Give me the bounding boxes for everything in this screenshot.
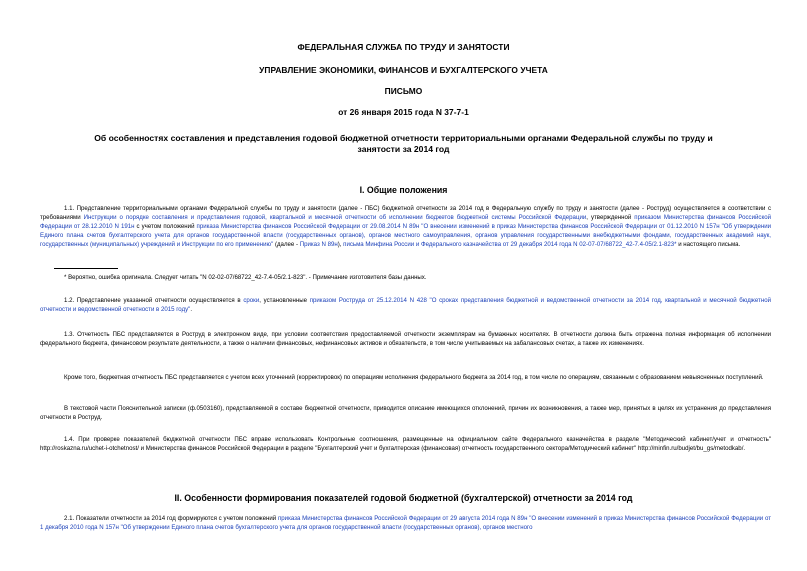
paragraph-1-3-continued: Кроме того, бюджетная отчетность ПБС представляется с учетом всех уточнений (корректировок) по операциям исполнения федерального бюджета за 2014 год, в том числе по операциям, связанным с образованием невыясненных поступлений. bbox=[64, 374, 764, 381]
order-89n-full-link[interactable]: приказа Министерства финансов Российской Федерации от 29.08.2014 N 89н "О внесении изменений в приказ Министерства финансов Российской Федерации от 01.12.2010 N 157н "Об утверждении Единого плана счетов бухгалтерского учета для органов государственной власти (государственных органов), органов местного самоуправления, органов управления государственными внебюджетными фондами, государственных академий наук, государственных (муниципальных) учреждений и Инструкции по его применению" bbox=[40, 223, 771, 248]
paragraph-1-1-text-3: с учетом положений bbox=[134, 223, 197, 230]
department-name: УПРАВЛЕНИЕ ЭКОНОМИКИ, ФИНАНСОВ И БУХГАЛТЕРСКОГО УЧЕТА bbox=[259, 65, 548, 75]
order-89n-short-link[interactable]: Приказ N 89н bbox=[299, 241, 338, 248]
footnote: * Вероятно, ошибка оригинала. Следует читать "N 02-02-07/68722_42-7.4-05/2.1-823". - Примечание изготовителя базы данных. bbox=[64, 274, 427, 281]
paragraph-1-2-text-1: 1.2. Представление указанной отчетности осуществляется в bbox=[64, 297, 244, 304]
order-89n-section-2-link[interactable]: приказа Министерства финансов Российской Федерации от 29 августа 2014 года N 89н "О внесении изменений в приказ Министерства финансов Российской Федерации от 1 декабря 2010 года N 157н "Об утверждении Единого плана счетов бухгалтерского учета для органов государственной власти (государственных органов), органов местного bbox=[40, 515, 772, 531]
footnote-divider bbox=[54, 268, 118, 269]
paragraph-1-1-text-4: (далее - bbox=[273, 241, 300, 248]
paragraph-1-1-text-2: , утвержденной bbox=[586, 214, 635, 221]
paragraph-1-1 bbox=[40, 204, 771, 249]
minfin-letter-link[interactable]: письма Минфина России и Федерального казначейства от 29 декабря 2014 года N 02-07-07/68722_42-7.4-05/2.1-823* bbox=[343, 241, 677, 248]
section-2-heading: II. Особенности формирования показателей годовой бюджетной (бухгалтерской) отчетности за 2014 год bbox=[174, 493, 633, 503]
paragraph-1-2 bbox=[40, 296, 771, 314]
deadlines-link[interactable]: сроки bbox=[243, 297, 260, 304]
section-1-heading: I. Общие положения bbox=[359, 185, 448, 195]
document-type: ПИСЬМО bbox=[384, 86, 423, 96]
paragraph-2-1 bbox=[40, 514, 771, 532]
paragraph-1-4: 1.4. При проверке показателей бюджетной отчетности ПБС вправе использовать Контрольные соотношения, размещенные на официальном сайте Федерального казначейства в разделе "Методический кабинет/учет и отчетность" http://roskazna.ru/uchet-i-otchetnost/ и Министерства финансов Российской Федерации в разделе "Бухгалтерский учет и бухгалтерская (финансовая) отчетность государственного сектора/Методический кабинет" http://minfin.ru/budjet/bu_gs/metodkab/. bbox=[40, 436, 771, 452]
agency-name: ФЕДЕРАЛЬНАЯ СЛУЖБА ПО ТРУДУ И ЗАНЯТОСТИ bbox=[297, 42, 510, 52]
paragraph-1-2-text-3: . bbox=[190, 306, 193, 313]
paragraph-2-1-text-1: 2.1. Показатели отчетности за 2014 год формируются с учетом положений bbox=[64, 515, 278, 522]
paragraph-1-1-text-6: и настоящего письма. bbox=[676, 241, 741, 248]
instruction-link[interactable]: Инструкции о порядке составления и представления годовой, квартальной и месячной отчетности об исполнении бюджетов бюджетной системы Российской Федерации bbox=[83, 214, 587, 221]
document-date: от 26 января 2015 года N 37-7-1 bbox=[338, 107, 469, 117]
rostrud-order-428-link[interactable]: приказом Роструда от 25.12.2014 N 428 "О сроках представления бюджетной и ведомственной отчетности за 2014 год, квартальной и месячной бюджетной отчетности и ведомственной отчетности в 2015 году" bbox=[40, 297, 771, 313]
paragraph-1-2-text-2: , установленные bbox=[259, 297, 310, 304]
document-title: Об особенностях составления и представления годовой бюджетной отчетности территориальными органами Федеральной службы по труду и занятости за 2014 год bbox=[94, 133, 713, 154]
paragraph-1-3-explanatory-note: В текстовой части Пояснительной записки (ф.0503160), представляемой в составе бюджетной отчетности, приводится описание имеющихся отклонений, причин их возникновения, а также мер, принятых в целях их устранения до представления отчетности в Роструд. bbox=[40, 405, 771, 421]
paragraph-1-3: 1.3. Отчетность ПБС представляется в Роструд в электронном виде, при условии соответствия предоставляемой отчетности экземплярам на бумажных носителях. В отчетности должна быть отражена полная информация об исполнении федерального бюджета, финансовом результате деятельности, а также о наличии финансовых, нефинансовых активов и обязательств, в том числе учитываемых на забалансовых счетах, а также их изменениях. bbox=[40, 331, 771, 347]
order-191n-link[interactable]: приказом Министерства финансов Российской Федерации от 28.12.2010 N 191н bbox=[40, 214, 771, 230]
paragraph-1-1-text-1: 1.1. Представление территориальными органами Федеральной службы по труду и занятости (далее - ПБС) бюджетной отчетности за 2014 год в Федеральную службу по труду и занятости (далее - Роструд) осуществляется в соответствии с требованиями bbox=[40, 205, 771, 221]
paragraph-1-1-text-5: ), bbox=[337, 241, 344, 248]
